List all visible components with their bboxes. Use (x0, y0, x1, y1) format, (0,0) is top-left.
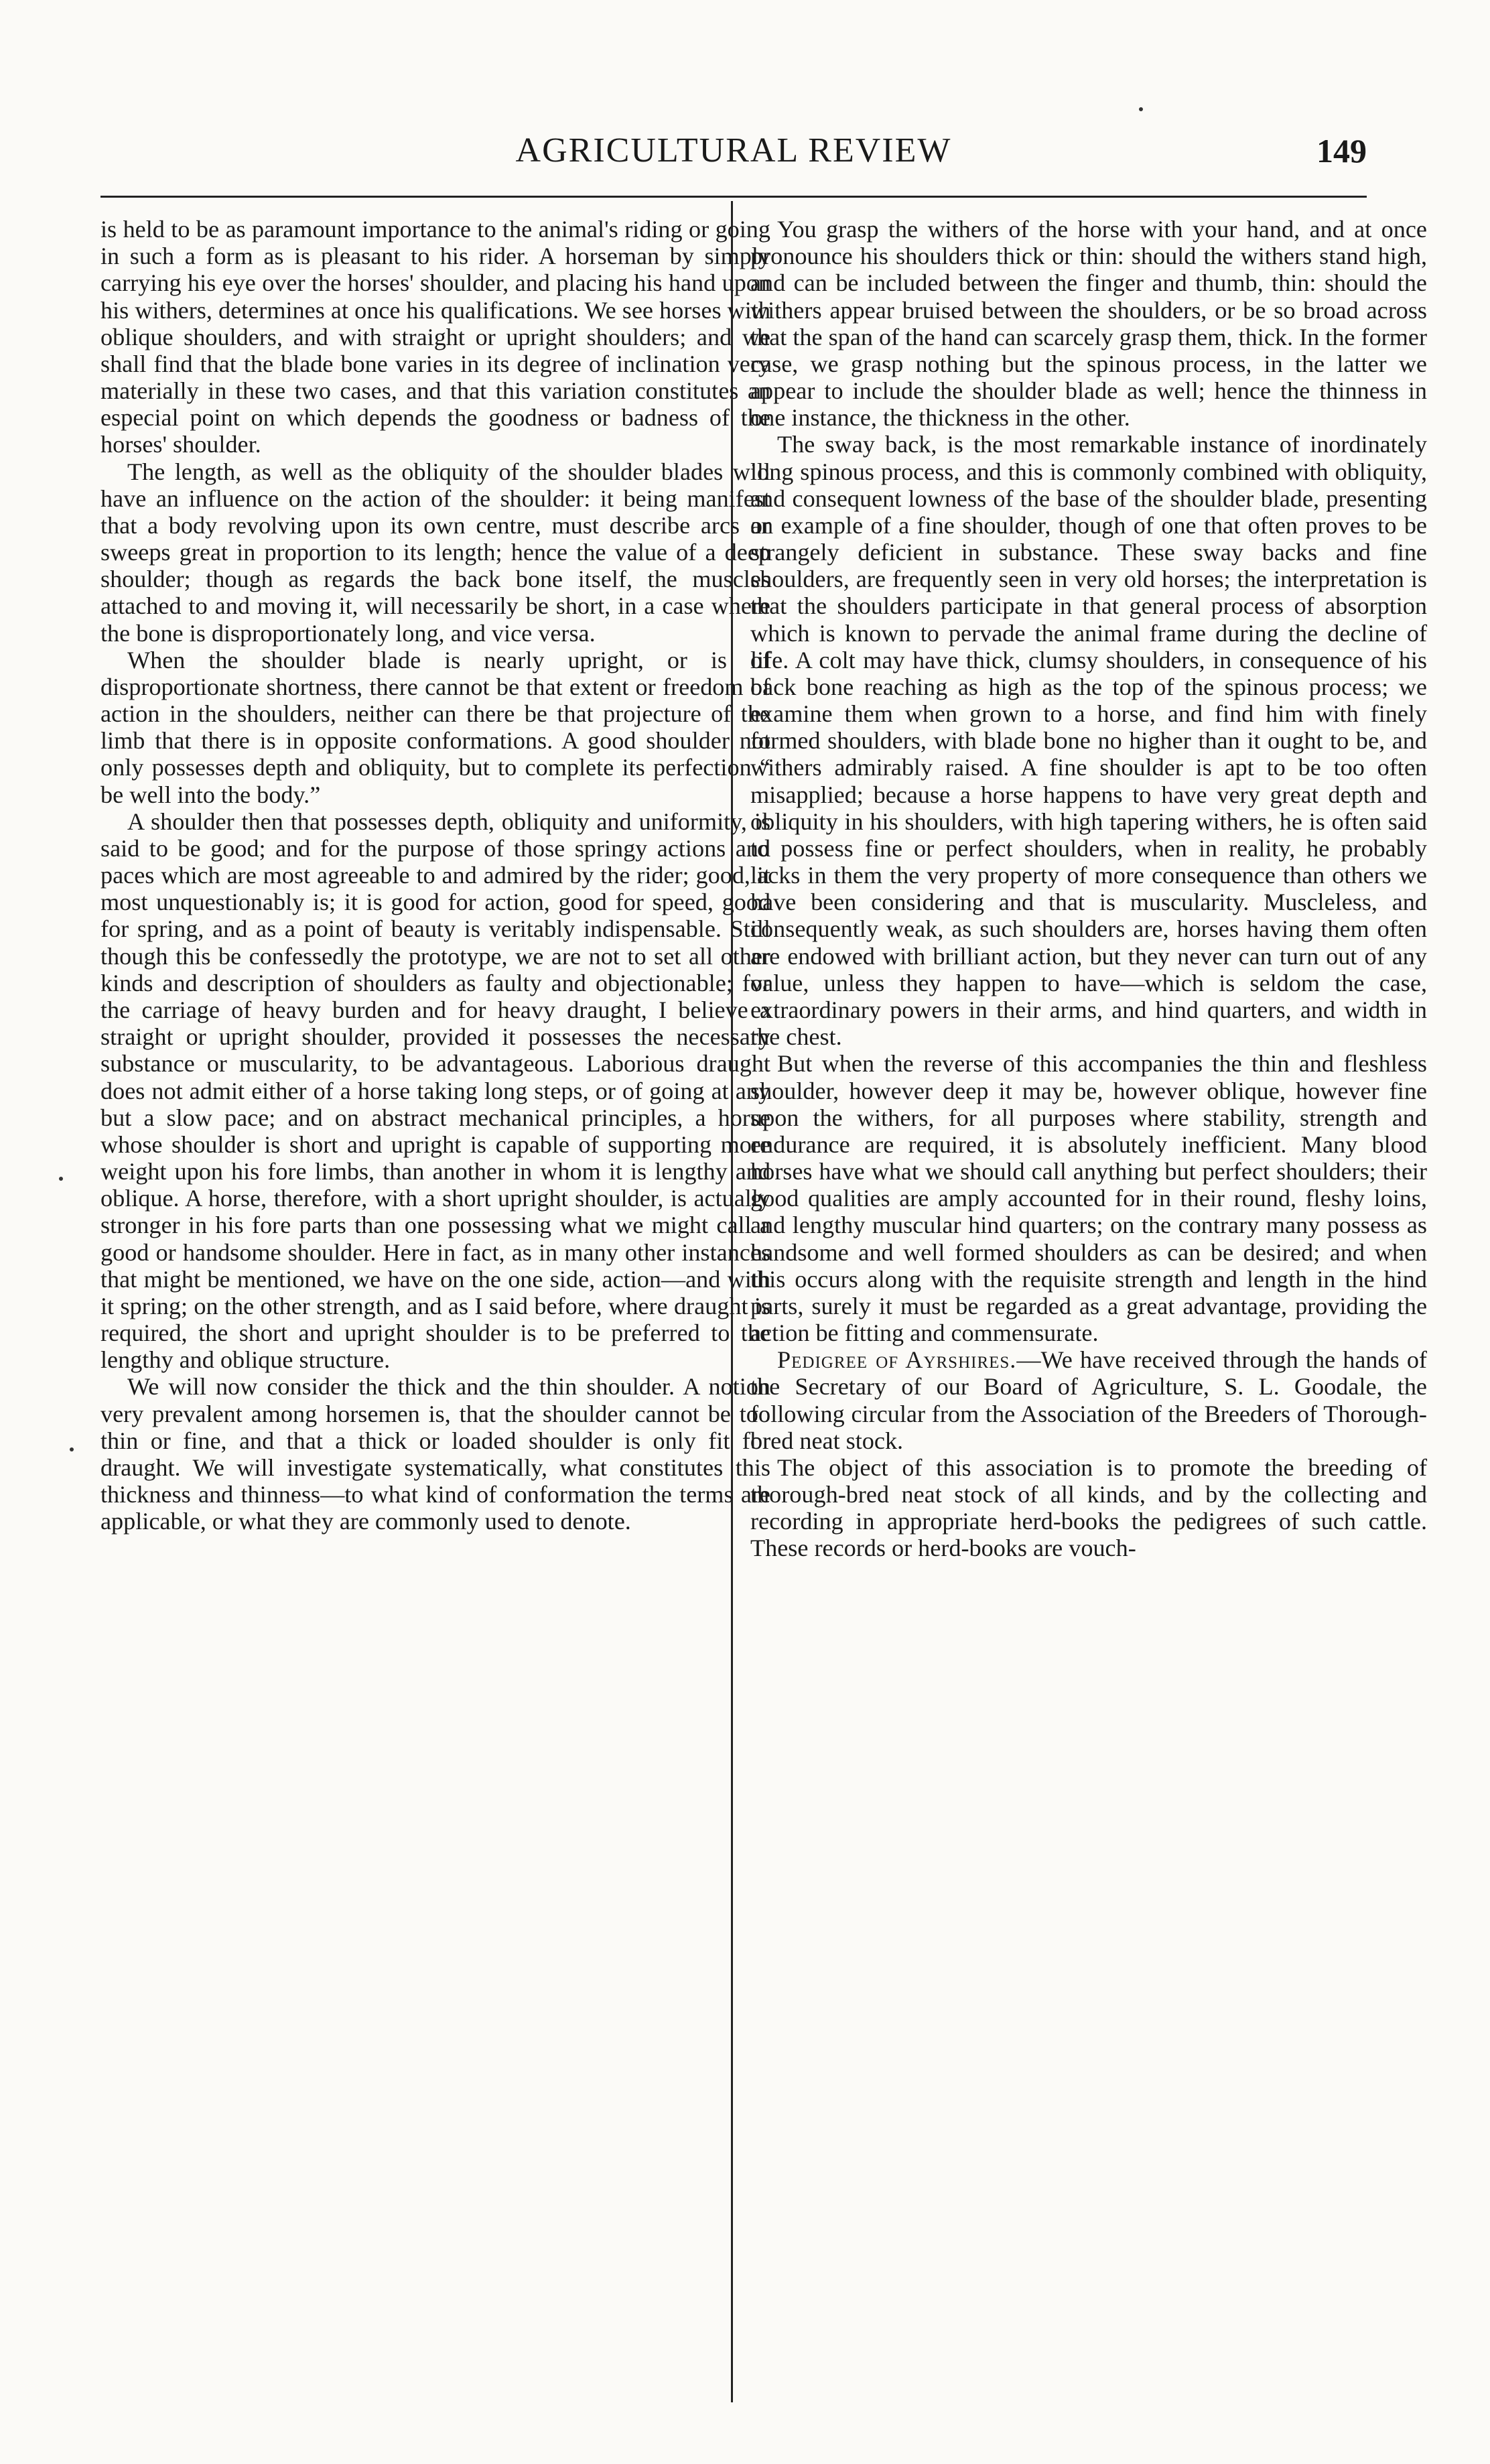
section-heading: Pedigree of Ayrshires. (777, 1346, 1017, 1374)
margin-speck (1139, 107, 1143, 111)
paragraph: The object of this association is to promote the breeding of thorough-bred neat stock of all kinds, and by the collecting and recording in appropriate herd-books the pedigrees of such cattle. These records or herd-books are vouch- (750, 1453, 1427, 1562)
left-column (100, 216, 770, 1535)
paragraph-with-heading (750, 1346, 1427, 1454)
paragraph: When the shoulder blade is nearly upright, or is of disproportionate shortness, there cannot be that extent or freedom of action in the shoulders, neither can there be that projecture of the limb that there is in opposite conformations. A good shoulder not only possesses depth and obliquity, but to complete its perfection “ be well into the body.” (100, 646, 770, 808)
journal-title: AGRICULTURAL REVIEW (515, 131, 952, 170)
margin-speck (70, 1447, 74, 1451)
paragraph: The length, as well as the obliquity of the shoulder blades will have an influence on the action of the shoulder: it being manifest that a body revolving upon its own centre, must describe arcs or sweeps great in proportion to its length; hence the value of a deep shoulder; though as regards the back bone itself, the muscles attached to and moving it, will necessarily be short, in a case where the bone is disproportionately long, and vice versa. (100, 458, 770, 647)
paragraph: We will now consider the thick and the thin shoulder. A notion very prevalent among horsemen is, that the shoulder cannot be too thin or fine, and that a thick or loaded shoulder is only fit for draught. We will investigate systematically, what constitutes this thickness and thinness—to what kind of conformation the terms are applicable, or what they are commonly used to denote. (100, 1373, 770, 1535)
page-number: 149 (1316, 132, 1367, 170)
paragraph: is held to be as paramount importance to the animal's riding or going in such a form as is pleasant to his rider. A horseman by simply carrying his eye over the horses' shoulder, and placing his hand upon his withers, determines at once his qualifications. We see horses with oblique shoulders, and with straight or upright shoulders; and we shall find that the blade bone varies in its degree of inclination very materially in these two cases, and that this variation constitutes an especial point on which depends the goodness or badness of the horses' shoulder. (100, 216, 770, 458)
margin-speck (59, 1177, 63, 1181)
running-head (100, 127, 1367, 174)
header-rule (100, 196, 1367, 198)
paragraph: But when the reverse of this accompanies the thin and fleshless shoulder, however deep it may be, however oblique, however fine upon the withers, for all purposes where stability, strength and endurance are required, it is absolutely inefficient. Many blood horses have what we should call anything but perfect shoulders; their good qualities are amply accounted for in their round, fleshy loins, and lengthy muscular hind quarters; on the contrary many possess as handsome and well formed shoulders as can be desired; and when this occurs along with the requisite strength and length in the hind parts, surely it must be regarded as a great advantage, providing the action be fitting and commensurate. (750, 1050, 1427, 1347)
right-column (750, 216, 1427, 1562)
paragraph: The sway back, is the most remarkable instance of inordinately long spinous process, and this is commonly combined with obliquity, and consequent lowness of the base of the shoulder blade, presenting an example of a fine shoulder, though of one that often proves to be strangely deficient in substance. These sway backs and fine shoulders, are frequently seen in very old horses; the interpretation is that the shoulders participate in that general process of absorption which is known to pervade the animal frame during the decline of life. A colt may have thick, clumsy shoulders, in consequence of his back bone reaching as high as the top of the spinous process; we examine them when grown to a horse, and find him with finely formed shoulders, with blade bone no higher than it ought to be, and withers admirably raised. A fine shoulder is apt to be too often misapplied; because a horse happens to have very great depth and obliquity in his shoulders, with high tapering withers, he is often said to possess fine or perfect shoulders, when in reality, he probably lacks in them the very property of more consequence than others we have been considering and that is muscularity. Muscleless, and consequently weak, as such shoulders are, horses having them often are endowed with brilliant action, but they never can turn out of any value, unless they happen to have—which is seldom the case, extraordinary powers in their arms, and hind quarters, and width in the chest. (750, 431, 1427, 1051)
paragraph: A shoulder then that possesses depth, obliquity and uniformity, is said to be good; and for the purpose of those springy actions and paces which are most agreeable to and admired by the rider; good, it most unquestionably is; it is good for action, good for speed, good for spring, and as a point of beauty is veritably indispensable. Still though this be confessedly the prototype, we are not to set all other kinds and description of shoulders as faulty and objectionable; for the carriage of heavy burden and for heavy draught, I believe a straight or upright shoulder, provided it possesses the necessary substance or muscularity, to be advantageous. Laborious draught does not admit either of a horse taking long steps, or of going at any but a slow pace; and on abstract mechanical principles, a horse whose shoulder is short and upright is capable of supporting more weight upon his fore limbs, than another in whom it is lengthy and oblique. A horse, therefore, with a short upright shoulder, is actually stronger in his fore parts than one possessing what we might call a good or handsome shoulder. Here in fact, as in many other instances that might be mentioned, we have on the one side, action—and with it spring; on the other strength, and as I said before, where draught is required, the short and upright shoulder is to be preferred to the lengthy and oblique structure. (100, 807, 770, 1374)
paragraph: You grasp the withers of the horse with your hand, and at once pronounce his shoulders thick or thin: should the withers stand high, and can be included between the finger and thumb, thin: should the withers appear bruised between the shoulders, or be so broad across that the span of the hand can scarcely grasp them, thick. In the former case, we grasp nothing but the spinous process, in the latter we appear to include the shoulder blade as well; hence the thinness in one instance, the thickness in the other. (750, 216, 1427, 432)
paragraph-text: —We have received through the hands of the Secretary of our Board of Agriculture, S. L. Goodale, the following circular from the Association of the Breeders of Thorough-bred neat stock. (750, 1346, 1427, 1454)
